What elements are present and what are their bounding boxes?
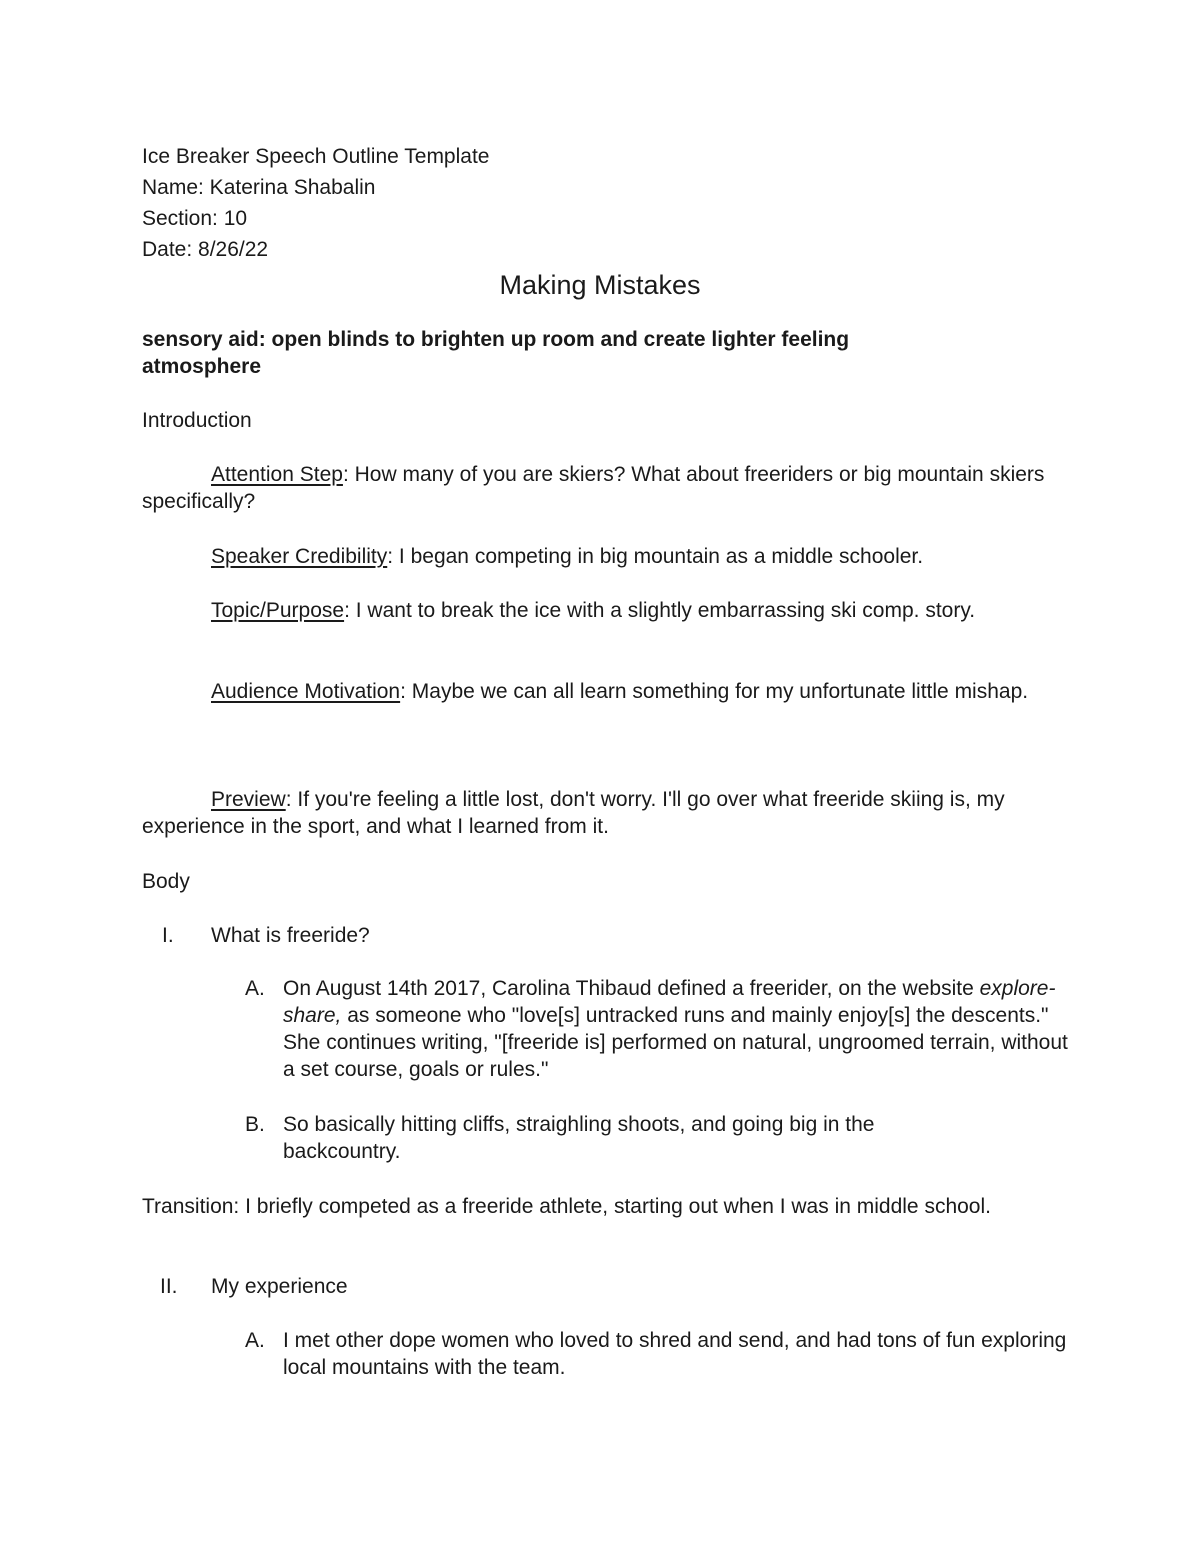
introduction-heading: Introduction bbox=[142, 409, 252, 432]
audience-motivation bbox=[142, 678, 1052, 705]
name-line: Name: Katerina Shabalin bbox=[142, 176, 376, 199]
sub-point-2a-text: I met other dope women who loved to shred and send, and had tons of fun exploring local mountains with the team. bbox=[283, 1329, 1067, 1379]
transition-text: Transition: I briefly competed as a freeride athlete, starting out when I was in middle school. bbox=[142, 1195, 991, 1218]
attention-step-text: : How many of you are skiers? What about freeriders or big mountain skiers specifically? bbox=[142, 463, 1045, 513]
speaker-credibility-text: : I began competing in big mountain as a middle schooler. bbox=[387, 545, 924, 568]
main-point-1-text: What is freeride? bbox=[211, 924, 370, 947]
preview-text: : If you're feeling a little lost, don't worry. I'll go over what freeride skiing is, my experience in the sport, and what I learned from it. bbox=[142, 788, 1005, 838]
sub-point-1a-text-after: as someone who "love[s] untracked runs and mainly enjoy[s] the descents." She continues writing, "[freeride is] performed on natural, ungroomed terrain, without a set course, goals or rules." bbox=[283, 1004, 1068, 1081]
sensory-aid-line2: atmosphere bbox=[142, 355, 262, 378]
sub-point-1a-source: explore-share, bbox=[283, 977, 1056, 1027]
sub-point-1b-letter: B. bbox=[245, 1113, 265, 1136]
preview-label: Preview bbox=[211, 788, 286, 811]
sensory-aid-line1: sensory aid: open blinds to brighten up room and create lighter feeling bbox=[142, 328, 850, 351]
preview bbox=[142, 786, 1052, 840]
date-line: Date: 8/26/22 bbox=[142, 238, 269, 261]
main-point-2-text: My experience bbox=[211, 1275, 348, 1298]
attention-step bbox=[142, 461, 1052, 515]
sub-point-1a-letter: A. bbox=[245, 977, 265, 1000]
template-title: Ice Breaker Speech Outline Template bbox=[142, 145, 490, 168]
audience-motivation-label: Audience Motivation bbox=[211, 680, 401, 703]
sub-point-1a-text bbox=[283, 975, 1073, 1083]
topic-purpose-label: Topic/Purpose bbox=[211, 599, 345, 622]
attention-step-label: Attention Step bbox=[211, 463, 343, 486]
main-point-2-numeral: II. bbox=[160, 1275, 178, 1298]
sub-point-2a-letter: A. bbox=[245, 1329, 265, 1352]
topic-purpose-text: : I want to break the ice with a slightly embarrassing ski comp. story. bbox=[344, 599, 976, 622]
section-line: Section: 10 bbox=[142, 207, 248, 230]
speaker-credibility bbox=[142, 543, 1052, 570]
speech-title: Making Mistakes bbox=[499, 270, 701, 300]
audience-motivation-text: : Maybe we can all learn something for my unfortunate little mishap. bbox=[400, 680, 1029, 703]
topic-purpose bbox=[142, 597, 1052, 624]
sub-point-1a-text-before: On August 14th 2017, Carolina Thibaud defined a freerider, on the website bbox=[283, 977, 980, 1000]
sub-point-1b-text: So basically hitting cliffs, straighling shoots, and going big in the backcountry. bbox=[283, 1113, 875, 1163]
main-point-1-numeral: I. bbox=[162, 924, 174, 947]
speaker-credibility-label: Speaker Credibility bbox=[211, 545, 388, 568]
body-heading: Body bbox=[142, 870, 190, 893]
